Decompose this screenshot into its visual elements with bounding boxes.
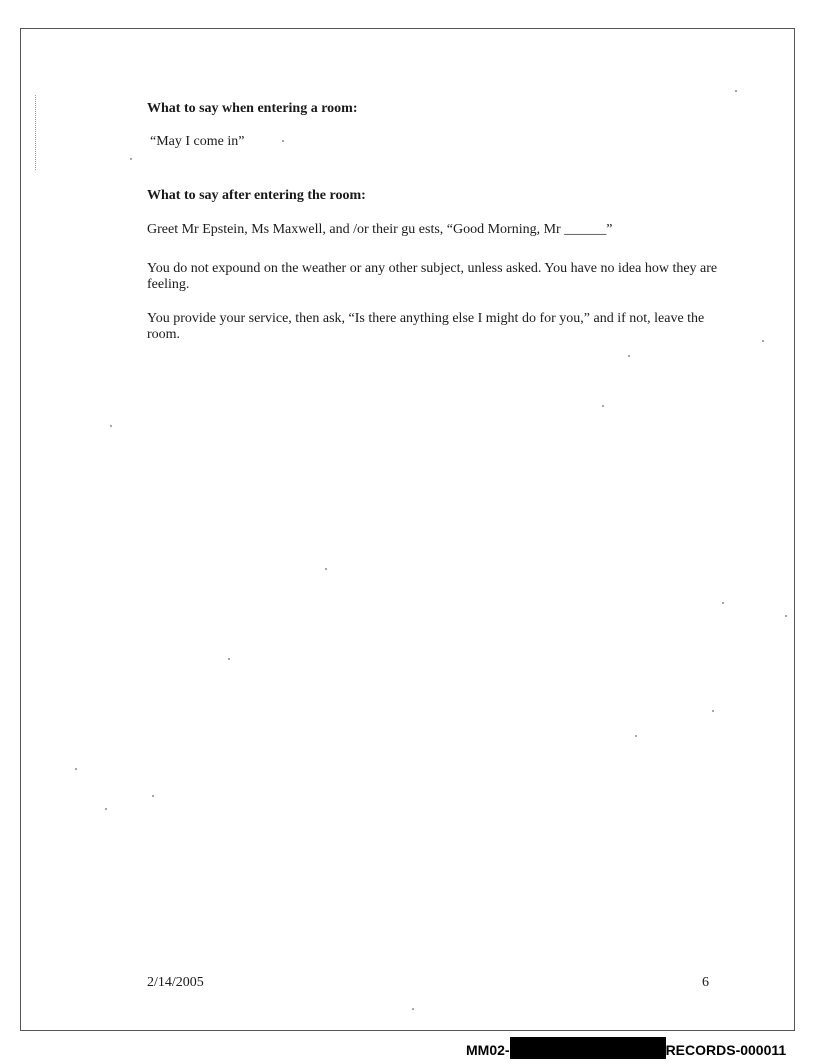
scan-speck [105,808,107,810]
bates-stamp [466,1041,786,1059]
section-heading-after-entering: What to say after entering the room: [147,188,366,203]
page-border [20,28,795,1031]
scan-speck [602,405,604,407]
scan-speck [712,710,714,712]
conduct-paragraph: You do not expound on the weather or any other subject, unless asked. You have no idea how they are feeling. [147,261,718,292]
redaction-bar [510,1037,666,1059]
footer-date: 2/14/2005 [147,975,204,990]
bates-prefix: MM02- [466,1042,510,1059]
scan-speck [110,425,112,427]
scan-speck [282,140,284,142]
scan-speck [635,735,637,737]
scan-speck [152,795,154,797]
scan-speck [325,568,327,570]
quote-may-i-come-in: “May I come in” [150,134,245,149]
scan-speck [785,615,787,617]
scan-speck [75,768,77,770]
margin-marks [35,95,42,170]
scan-speck [628,355,630,357]
scan-speck [130,158,132,160]
bates-suffix: RECORDS-000011 [665,1042,787,1059]
section-heading-entering: What to say when entering a room: [147,101,358,116]
footer-page-number: 6 [702,975,709,990]
scan-speck [735,90,737,92]
scan-speck [228,658,230,660]
greeting-instruction: Greet Mr Epstein, Ms Maxwell, and /or their gu ests, “Good Morning, Mr ______” [147,222,613,237]
scan-speck [412,1008,414,1010]
scan-speck [722,602,724,604]
service-paragraph: You provide your service, then ask, “Is there anything else I might do for you,” and if not, leave the room. [147,311,705,342]
scan-speck [762,340,764,342]
